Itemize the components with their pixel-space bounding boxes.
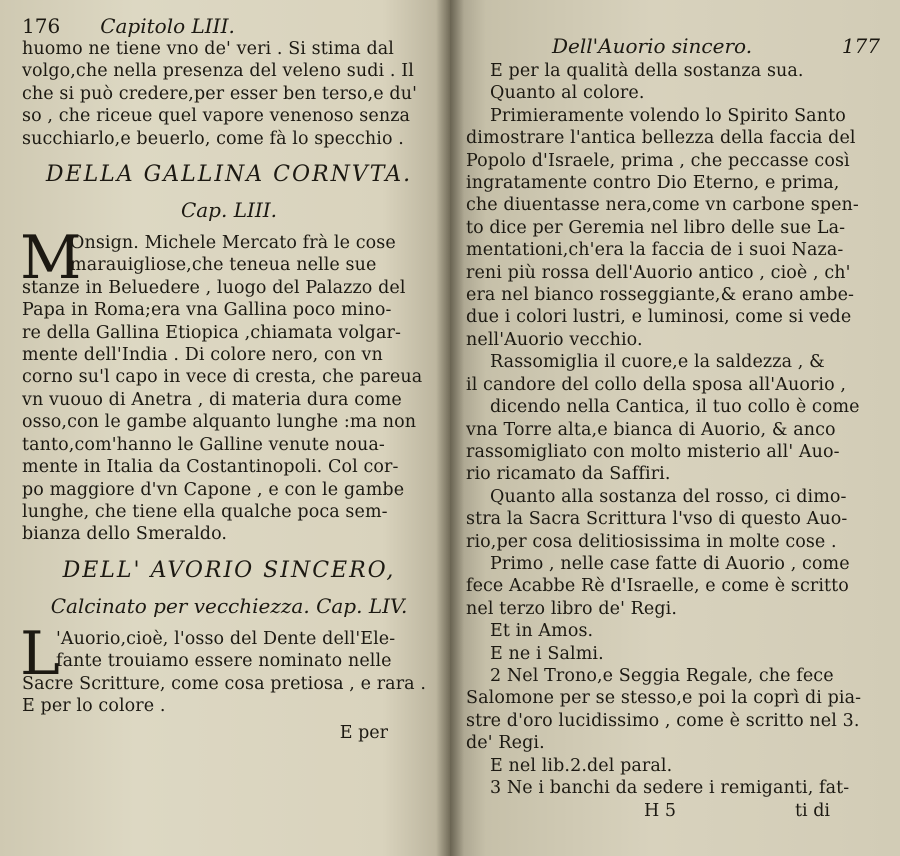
right-body-text [466, 60, 880, 799]
right-page [450, 0, 900, 856]
left-running-title: Capitolo LIII. [100, 14, 235, 38]
text-line: corno su'l capo in vece di cresta, che pareua [22, 367, 423, 388]
text-line: bianza dello Smeraldo. [22, 524, 228, 545]
text-line: mentationi,ch'era la faccia de i suoi Naza- [466, 240, 844, 261]
left-catchword: E per [339, 723, 388, 744]
text-line: Primo , nelle case fatte di Auorio , come [490, 553, 850, 574]
text-line: mente dell'India . Di colore nero, con vn [22, 345, 383, 366]
text-line: to dice per Geremia nel libro delle sue La- [466, 217, 846, 238]
left-page-number: 176 [22, 14, 61, 38]
right-page-number: 177 [841, 34, 880, 58]
text-line: rio,per cosa delitiosissima in molte cose . [466, 531, 837, 552]
right-running-title: Dell'Auorio sincero. [552, 34, 753, 58]
right-signature-line [466, 799, 880, 823]
text-line: E ne i Salmi. [490, 643, 604, 664]
text-line: tanto,com'hanno le Galline venute noua- [22, 434, 385, 455]
text-line: lunghe, che tiene ella qualche poca sem- [22, 501, 388, 522]
text-line: due i colori lustri, e luminosi, come si vede [466, 307, 852, 328]
text-line: ingratamente contro Dio Eterno, e prima, [466, 173, 840, 194]
text-line: de' Regi. [466, 733, 545, 754]
text-line: il candore del collo della sposa all'Auorio , [466, 374, 847, 395]
gallina-paragraph [20, 223, 436, 546]
text-line: dicendo nella Cantica, il tuo collo è come [490, 397, 860, 418]
text-line: huomo ne tiene vno de' veri . Si stima dal [22, 39, 394, 59]
text-line: succhiarlo,e beuerlo, come fà lo specchio . [22, 128, 404, 149]
text-line: osso,con le gambe alquanto lunghe :ma non [22, 412, 417, 433]
text-line: vna Torre alta,e bianca di Auorio, & anco [466, 419, 836, 440]
text-line: rio ricamato da Saffiri. [466, 464, 671, 485]
text-line: che si può credere,per esser ben terso,e du' [22, 83, 417, 104]
left-running-head [22, 14, 436, 38]
chapter-label-liii: Cap. LIII. [180, 198, 278, 223]
text-line: reni più rossa dell'Auorio antico , cioè , ch' [466, 262, 851, 283]
signature-mark: H 5 [644, 801, 676, 822]
text-line: stre d'oro lucidissimo , come è scritto nel 3. [466, 710, 860, 731]
auorio-paragraph [20, 618, 436, 718]
text-line: stanze in Beluedere , luogo del Palazzo del [22, 277, 406, 298]
text-line: che diuentasse nera,come vn carbone spen- [466, 195, 859, 216]
text-line: po maggiore d'vn Capone , e con le gambe [22, 479, 405, 500]
drop-cap-l: L [20, 618, 60, 689]
text-line: Popolo d'Israele, prima , che peccasse così [466, 150, 850, 171]
text-line: Rassomiglia il cuore,e la saldezza , & [490, 352, 825, 373]
text-line: E nel lib.2.del paral. [490, 755, 673, 776]
text-line: fante trouiamo essere nominato nelle [56, 651, 392, 672]
text-line: fece Acabbe Rè d'Israelle, e come è scritto [466, 576, 849, 597]
text-line: stra la Sacra Scrittura l'vso di questo Auo- [466, 509, 848, 530]
right-catchword: ti di [795, 801, 830, 822]
text-line: so , che riceue quel vapore venenoso senza [22, 106, 411, 127]
text-line: Papa in Roma;era vna Gallina poco mino- [22, 300, 392, 321]
text-line: era nel bianco rosseggiante,& erano ambe- [466, 285, 855, 306]
drop-cap-m: M [20, 223, 82, 294]
right-running-head [466, 34, 880, 58]
text-line: dimostrare l'antica bellezza della faccia del [466, 128, 856, 149]
text-line: Quanto alla sostanza del rosso, ci dimo- [490, 486, 847, 507]
left-opening-text [22, 38, 436, 150]
book-gutter [436, 0, 464, 856]
text-line: E per lo colore . [22, 695, 166, 716]
text-line: marauigliose,che teneua nelle sue [70, 255, 377, 276]
section-heading-gallina: DELLA GALLINA CORNVTA. [45, 162, 413, 188]
section-heading-auorio: DELL' AVORIO SINCERO, [62, 557, 396, 583]
text-line: rassomigliato con molto misterio all' Auo- [466, 441, 840, 462]
text-line: Onsign. Michele Mercato frà le cose [70, 233, 396, 254]
text-line: E per la qualità della sostanza sua. [490, 61, 804, 81]
text-line: nell'Auorio vecchio. [466, 329, 643, 350]
text-line: Primieramente volendo lo Spirito Santo [490, 105, 846, 126]
text-line: vn vuouo di Anetra , di materia dura come [22, 389, 402, 410]
text-line: nel terzo libro de' Regi. [466, 598, 678, 619]
text-line: 2 Nel Trono,e Seggia Regale, che fece [490, 665, 834, 686]
chapter-label-liv: Calcinato per vecchiezza. Cap. LIV. [50, 593, 408, 618]
text-line: Quanto al colore. [490, 83, 645, 104]
text-line: Salomone per se stesso,e poi la coprì di pia- [466, 688, 862, 709]
text-line: volgo,che nella presenza del veleno sudi . Il [22, 61, 414, 82]
text-line: 'Auorio,cioè, l'osso del Dente dell'Ele- [56, 628, 396, 649]
text-line: Sacre Scritture, come cosa pretiosa , e rara . [22, 673, 427, 694]
text-line: Et in Amos. [490, 621, 594, 642]
text-line: 3 Ne i banchi da sedere i remiganti, fat- [490, 778, 850, 798]
text-line: re della Gallina Etiopica ,chiamata volgar- [22, 322, 401, 343]
text-line: mente in Italia da Costantinopoli. Col cor- [22, 457, 399, 478]
